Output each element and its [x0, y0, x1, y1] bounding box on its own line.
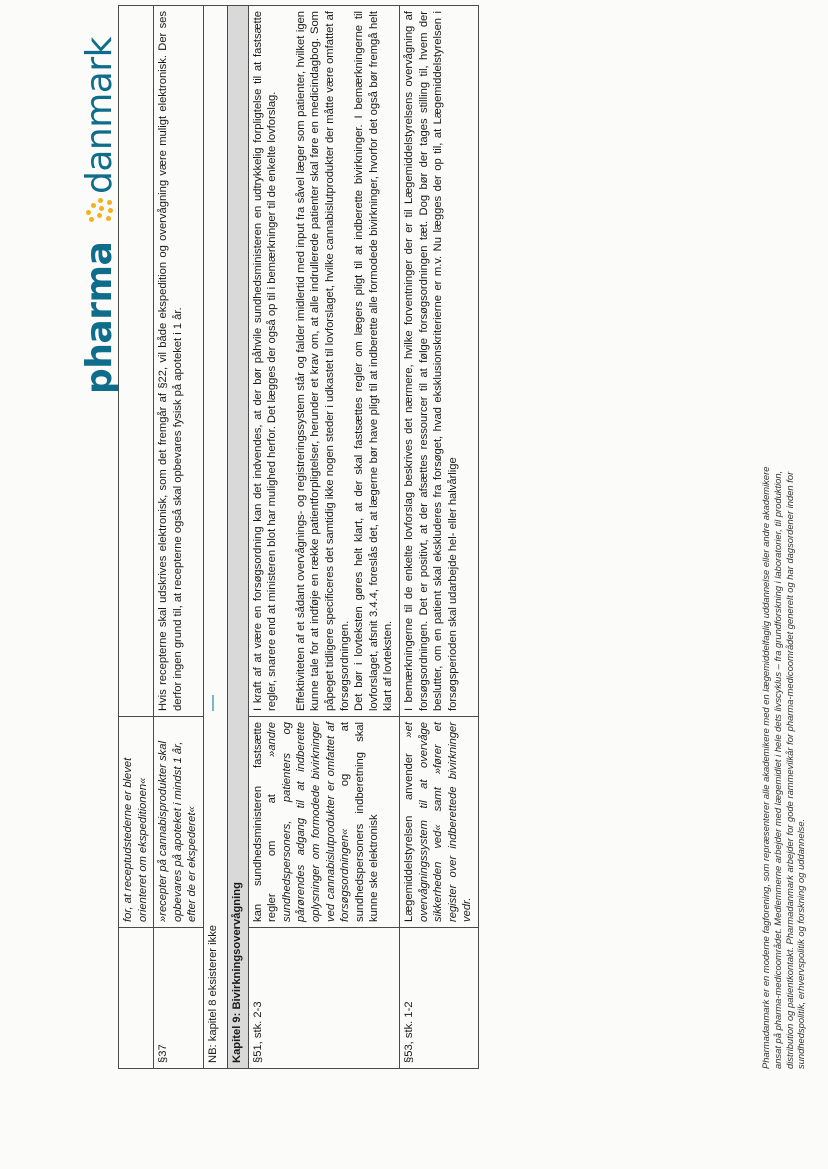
comment-cell: I bemærkningerne til de enkelte lovforslag beskrives det nærmere, hvilke forventninger der er til Lægemiddelstyrelsens overvågning af forsøgsordningen. Det er positivt, at der afsættes ressourcer til at følge forsøgsordningen tæt. Dog bør der tages stilling til, hvem der beslutter, om en patient skal ekskluderes fra forsøget, hvad eksklusionskriterierne er m.v. Nu lægges der op til, at Lægemiddelstyrelsen i forsøgsperioden skal udarbejde hel- eller halvårlige	[399, 6, 478, 717]
logo-dots-icon	[86, 196, 118, 222]
consultation-table	[118, 5, 479, 1069]
table-row-section-51	[248, 6, 399, 1069]
quote-cell: »recepter på cannabisprodukter skal opbevares på apoteket i mindst 1 år, efter de er ekspederet«	[154, 717, 204, 928]
comment-paragraph: I kraft af at være en forsøgsordning kan det indvendes, at der bør påhvile sundhedsministeren en udtrykkelig forpligtelse til at fastsætte regler, snarere end at ministeren blot har mulighed herfor. Det lægges der også op til i bemærkninger til de enkelte lovforslag.	[251, 11, 279, 711]
note-empty-cell	[203, 6, 227, 717]
chapter-heading: Kapitel 9: Bivirkningsovervågning	[227, 6, 248, 1069]
quote-text-plain: og at sundhedspersoners indberetning skal kunne ske elektronisk	[339, 722, 381, 922]
comment-paragraph: Det bør i lovteksten gøres helt klart, at der skal fastsættes regler om lægers pligt til at indberette bivirkninger. I bemærkningerne til lovforslaget, afsnit 3.4.4, foreslås det, at lægerne bør have pligt til at indberette alle formodede bivirkninger, hvorfor det også bør fremgå helt klart af lovteksten.	[353, 11, 395, 711]
section-number: §37	[154, 928, 204, 1069]
table-row-section-37	[154, 6, 204, 1069]
note-text: NB: kapitel 8 eksisterer ikke	[203, 717, 227, 1069]
quote-text-italic: »andre sundhedspersoners, patienters og pårørendes adgang til at indberette oplysninger om formodede bivirkninger ved cannabislutprodukter er omfattet af forsøgsordningen«	[266, 722, 352, 922]
quote-text-plain: Lægemiddelstyrelsen anvender	[402, 737, 415, 922]
quote-cell	[248, 717, 399, 928]
footer-text: Pharmadanmark er en moderne fagforening, som repræsenterer alle akademikere med en lægemiddelfaglig uddannelse eller andre akademikere ansat på pharma-medicoområdet. Medlemmerne arbejder med lægemidlet i hele dets livscyklus – fra grundforskning i laboratorier, til produktion, distribution og patientkontakt. Pharmadanmark arbejder for gode rammevilkår for pharma-medicoområdet generelt og har dagsordener inden for sundhedspolitik, erhvervspolitik og forskning og uddannelse.	[760, 466, 807, 1069]
table-row-note	[203, 6, 227, 1069]
table-row-continuation	[119, 6, 154, 1069]
section-number: §53, stk. 1-2	[399, 928, 478, 1069]
quote-cell: for, at receptudstederne er blevet orienteret om ekspeditionen«	[119, 717, 154, 928]
table-row-section-53	[399, 6, 478, 1069]
quote-text-plain: kan sundhedsministeren fastsætte regler om at	[251, 722, 279, 922]
comment-paragraph: Effektiviteten af et sådant overvågnings- og registreringssystem står og falder imidlertid med input fra såvel læger som patienter, hvilket igen kunne tale for at indføje en række patientforpligtelser, herunder et krav om, at alle indrullerede patienter skal føre en medicindagbog. Som påpeget tidligere specificeres det samtidig ikke nogen steder i udkastet til lovforslaget, hvilke cannabislutprodukter der måtte være omfattet af forsøgsordningen.	[294, 11, 351, 711]
table-row-chapter	[227, 6, 248, 1069]
cell-marker-icon	[212, 696, 214, 712]
logo-text-danmark: danmark	[79, 36, 120, 194]
section-number: §51, stk. 2-3	[248, 928, 399, 1069]
quote-cell	[399, 717, 478, 928]
logo-text-pharma: pharma	[79, 241, 120, 394]
comment-cell-empty	[119, 6, 154, 717]
comment-cell	[248, 6, 399, 717]
section-cell-empty	[119, 928, 154, 1069]
quote-text-italic: »et overvågningssystem til at overvåge sikkerheden ved« samt »fører et register over indberettede bivirkninger vedr.	[402, 722, 474, 922]
comment-cell: Hvis recepterne skal udskrives elektronisk, som det fremgår af §22, vil både ekspedition og overvågning være muligt elektronisk. Der ses derfor ingen grund til, at recepterne også skal opbevares fysisk på apoteket i 1 år.	[154, 6, 204, 717]
